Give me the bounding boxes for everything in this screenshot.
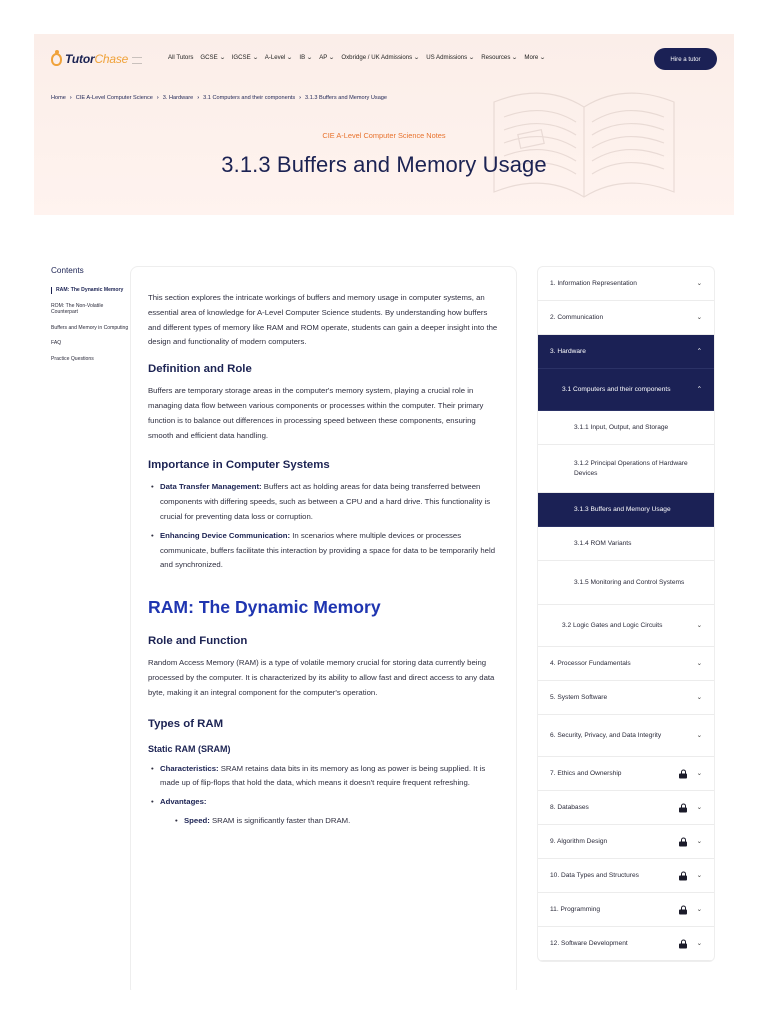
- nav-item-label: Resources: [481, 54, 511, 61]
- chevron-down-icon: ⌄: [511, 55, 519, 61]
- article-card: [130, 266, 517, 990]
- sidebar-item-2-communication[interactable]: [538, 301, 714, 335]
- definition-paragraph: Buffers are temporary storage areas in the computer's memory system, playing a crucial role in managing data flow between various components or processes within the computer. Their primary function is to balance out differences in processing speed between these components, ensuring smooth and efficient data handling.: [148, 386, 484, 440]
- chevron-down-icon: ⌄: [306, 55, 313, 61]
- toc-item-ram-the-dynamic-memory[interactable]: RAM: The Dynamic Memory: [51, 287, 131, 294]
- chevron-down-icon: ⌄: [328, 55, 336, 61]
- sidebar-item-3-1-4-rom-variants[interactable]: [538, 527, 714, 561]
- sidebar-item-label: 3.1.2 Principal Operations of Hardware Devices: [574, 459, 688, 477]
- sidebar-item-3-hardware[interactable]: [538, 335, 714, 369]
- sidebar-item-label: 3.1.5 Monitoring and Control Systems: [574, 578, 685, 586]
- sidebar-item-6-security-privacy-and-data-integrity[interactable]: [538, 715, 714, 757]
- nav-item-label: All Tutors: [168, 54, 194, 61]
- chevron-down-icon[interactable]: ⌄: [696, 659, 702, 667]
- sidebar-item-label: 8. Databases: [550, 803, 589, 811]
- nav-item-gcse[interactable]: [200, 54, 224, 61]
- chevron-down-icon[interactable]: ⌄: [696, 769, 702, 777]
- sidebar-item-label: 7. Ethics and Ownership: [550, 769, 622, 777]
- sidebar-item-3-2-logic-gates-and-logic-circuits[interactable]: [538, 605, 714, 647]
- definition-heading: Definition and Role: [148, 363, 252, 376]
- chevron-up-icon[interactable]: ⌃: [696, 385, 702, 393]
- breadcrumb-link[interactable]: 3.1.3 Buffers and Memory Usage: [305, 95, 388, 101]
- hire-a-tutor-button[interactable]: Hire a tutor: [654, 48, 717, 70]
- nav-item-us-admissions[interactable]: [426, 54, 474, 61]
- sidebar-item-label: 3.1.1 Input, Output, and Storage: [574, 423, 669, 431]
- sidebar-item-label: 12. Software Development: [550, 939, 628, 947]
- sram-list: [148, 762, 498, 829]
- intro-paragraph: This section explores the intricate workings of buffers and memory usage in computer systems, an essential area of knowledge for A-Level Computer Science students. By understanding how buffers and different types of memory like RAM and ROM operate, students can gain a deeper insight into the design and functionality of modern computers.: [148, 293, 498, 347]
- sidebar-item-10-data-types-and-structures[interactable]: [538, 859, 714, 893]
- role-heading: Role and Function: [148, 635, 248, 648]
- sidebar-item-label: 5. System Software: [550, 693, 608, 701]
- sidebar-item-label: 3. Hardware: [550, 347, 586, 355]
- lock-icon: [679, 905, 687, 914]
- nav-item-label: IB: [299, 54, 306, 61]
- nav-item-label: A-Level: [264, 54, 286, 61]
- sidebar-item-3-1-2-principal-operations-of-hardware-devices[interactable]: [538, 445, 714, 493]
- chevron-down-icon[interactable]: ⌄: [696, 905, 702, 913]
- list-item: • Data Transfer Management: Buffers act as holding areas for data being transferred between components with differing speeds, such as between a CPU and a hard drive. This functionality is crucial for preventing data loss or corruption.: [148, 480, 498, 524]
- nav-item-label: IGCSE: [231, 54, 251, 61]
- list-item: • Characteristics: SRAM retains data bits in its memory as long as power is being supplied. It is made up of flip-flops that hold the data, which means it doesn't require frequent refreshing.: [148, 762, 498, 792]
- lock-icon: [679, 803, 687, 812]
- page-frame: [34, 34, 734, 990]
- chevron-down-icon[interactable]: ⌄: [696, 803, 702, 811]
- sidebar-item-1-information-representation[interactable]: [538, 267, 714, 301]
- role-paragraph: Random Access Memory (RAM) is a type of volatile memory crucial for storing data currently being processed by the computer. It is characterized by its ability to allow fast and direct access to any data byte, making it an integral component for the computer's operation.: [148, 658, 495, 697]
- top-nav: [34, 46, 734, 72]
- lock-icon: [679, 871, 687, 880]
- toc-item-practice-questions[interactable]: Practice Questions: [51, 355, 94, 362]
- sidebar-item-4-processor-fundamentals[interactable]: [538, 647, 714, 681]
- chevron-down-icon: ⌄: [413, 55, 420, 61]
- nav-item-resources[interactable]: [481, 54, 517, 61]
- lock-icon: [679, 837, 687, 846]
- breadcrumb-link[interactable]: Home: [51, 95, 66, 101]
- nav-item-label: AP: [319, 54, 328, 61]
- breadcrumb-link[interactable]: CIE A-Level Computer Science: [75, 95, 153, 101]
- chevron-down-icon[interactable]: ⌄: [696, 837, 702, 845]
- sidebar-item-label: 11. Programming: [550, 905, 601, 913]
- nav-item-ap[interactable]: [319, 54, 334, 61]
- nav-item-label: More: [524, 54, 539, 61]
- chevron-down-icon: ⌄: [218, 55, 226, 61]
- chevron-down-icon: ⌄: [468, 55, 475, 61]
- sidebar-item-label: 3.1 Computers and their components: [562, 385, 671, 393]
- chevron-down-icon[interactable]: ⌄: [696, 731, 702, 739]
- sidebar-item-3-1-5-monitoring-and-control-systems[interactable]: [538, 561, 714, 605]
- chevron-down-icon: ⌄: [539, 55, 547, 61]
- sidebar-item-label: 10. Data Types and Structures: [550, 871, 639, 879]
- chevron-down-icon[interactable]: ⌄: [696, 279, 702, 287]
- sidebar-item-label: 3.1.3 Buffers and Memory Usage: [574, 505, 671, 513]
- sidebar-item-label: 1. Information Representation: [550, 279, 637, 287]
- importance-list: [148, 480, 498, 573]
- lock-icon: [679, 769, 687, 778]
- nav-item-more[interactable]: [524, 54, 545, 61]
- chevron-down-icon[interactable]: ⌄: [696, 871, 702, 879]
- nav-item-ib[interactable]: [299, 54, 312, 61]
- toc-item-faq[interactable]: FAQ: [51, 340, 62, 347]
- sidebar-item-8-databases[interactable]: [538, 791, 714, 825]
- lock-icon: [679, 939, 687, 948]
- hero-eyebrow: CIE A-Level Computer Science Notes: [322, 131, 446, 140]
- breadcrumb: [51, 95, 387, 101]
- sidebar-item-label: 3.1.4 ROM Variants: [574, 539, 632, 547]
- sidebar-item-9-algorithm-design[interactable]: [538, 825, 714, 859]
- hero-banner: [34, 34, 734, 215]
- ram-section-heading: RAM: The Dynamic Memory: [148, 597, 381, 618]
- sidebar-item-label: 9. Algorithm Design: [550, 837, 608, 845]
- sram-advantages-list: [160, 814, 498, 829]
- nav-item-all-tutors[interactable]: [168, 54, 193, 61]
- chevron-up-icon[interactable]: ⌃: [696, 347, 702, 355]
- sram-heading: Static RAM (SRAM): [148, 743, 231, 754]
- sidebar-item-5-system-software[interactable]: [538, 681, 714, 715]
- contents-title: Contents: [51, 266, 84, 275]
- nav-item-label: US Admissions: [426, 54, 468, 61]
- list-item: • Speed: SRAM is significantly faster than DRAM.: [172, 814, 498, 829]
- chevron-right-icon: ›: [299, 95, 302, 101]
- sidebar-item-11-programming[interactable]: [538, 893, 714, 927]
- page-title: 3.1.3 Buffers and Memory Usage: [221, 152, 547, 177]
- types-of-ram-heading: Types of RAM: [148, 717, 224, 730]
- syllabus-sidebar: [537, 266, 715, 962]
- list-item: • Advantages: • Speed: SRAM is significantly faster than DRAM.: [148, 795, 498, 829]
- nav-item-label: GCSE: [200, 54, 218, 61]
- nav-item-oxbridge-uk-admissions[interactable]: [341, 54, 419, 61]
- sidebar-item-label: 6. Security, Privacy, and Data Integrity: [550, 731, 662, 739]
- chevron-down-icon[interactable]: ⌄: [696, 313, 702, 321]
- sidebar-item-7-ethics-and-ownership[interactable]: [538, 757, 714, 791]
- sidebar-item-3-1-3-buffers-and-memory-usage[interactable]: [538, 493, 714, 527]
- chevron-right-icon: ›: [197, 95, 200, 101]
- chevron-right-icon: ›: [69, 95, 72, 101]
- chevron-right-icon: ›: [156, 95, 159, 101]
- sidebar-item-3-1-computers-and-their-components[interactable]: [538, 369, 714, 411]
- sidebar-item-label: 2. Communication: [550, 313, 604, 321]
- sidebar-item-12-software-development[interactable]: [538, 927, 714, 961]
- contents-nav: [51, 266, 131, 372]
- logo-text: TutorChase: [65, 52, 129, 66]
- sidebar-item-label: 3.2 Logic Gates and Logic Circuits: [562, 621, 663, 629]
- chevron-down-icon: ⌄: [251, 55, 259, 61]
- breadcrumb-link[interactable]: 3.1 Computers and their components: [203, 95, 296, 101]
- nav-item-igcse[interactable]: [232, 54, 258, 61]
- nav-item-a-level[interactable]: [265, 54, 293, 61]
- logo-icon: [51, 53, 62, 66]
- chevron-down-icon[interactable]: ⌄: [696, 621, 702, 629]
- list-item: • Enhancing Device Communication: In scenarios where multiple devices or processes communicate, buffers facilitate this interaction by providing a space for data to be temporarily held and synchronized.: [148, 529, 498, 573]
- logo[interactable]: [51, 52, 142, 66]
- nav-menu: [168, 54, 545, 61]
- toc-item-buffers-and-memory-in-computing[interactable]: Buffers and Memory in Computing: [51, 324, 129, 331]
- logo-lines-icon: [132, 57, 142, 64]
- chevron-down-icon[interactable]: ⌄: [696, 939, 702, 947]
- chevron-down-icon: ⌄: [286, 55, 294, 61]
- chevron-down-icon[interactable]: ⌄: [696, 693, 702, 701]
- sidebar-item-label: 4. Processor Fundamentals: [550, 659, 631, 667]
- nav-item-label: Oxbridge / UK Admissions: [341, 54, 413, 61]
- importance-heading: Importance in Computer Systems: [148, 459, 330, 472]
- toc-item-rom-the-non-volatile-counterpart[interactable]: ROM: The Non-Volatile Counterpart: [51, 302, 104, 316]
- breadcrumb-link[interactable]: 3. Hardware: [162, 95, 194, 101]
- sidebar-item-3-1-1-input-output-and-storage[interactable]: [538, 411, 714, 445]
